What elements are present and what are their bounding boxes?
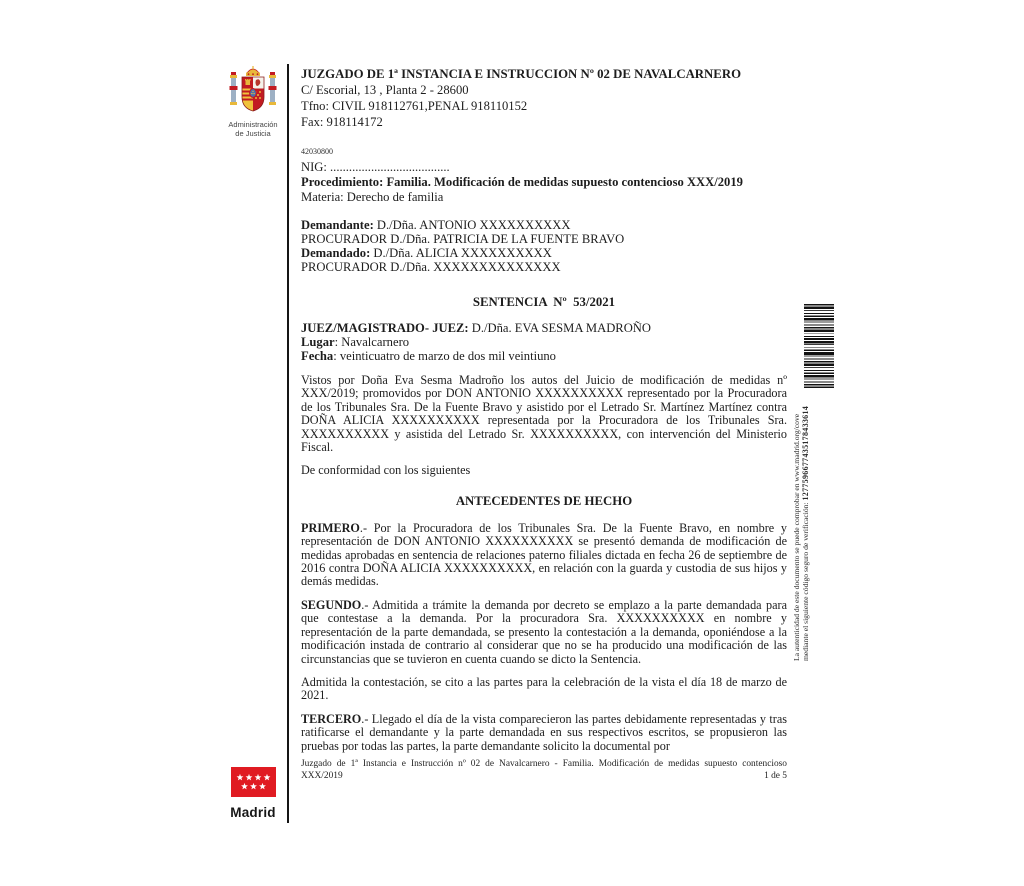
tercero-text: .- Llegado el día de la vista comparecieron las partes debidamente representadas y tras ratificarse el demandante y la parte demandada en sus respectivos escritos, se propusieron las pruebas por todas las partes, la parte demandante solicito la documental por (301, 711, 787, 753)
footer-case-line: Juzgado de 1ª Instancia e Instrucción nº 02 de Navalcarnero - Familia. Modificación de medidas supuesto contencioso (301, 758, 787, 769)
date-label: Fecha (301, 349, 334, 363)
sentence-title: SENTENCIA Nº 53/2021 (472, 295, 616, 309)
antecedentes-heading: ANTECEDENTES DE HECHO (455, 493, 633, 508)
defendant-name: D./Dña. ALICIA XXXXXXXXXX (370, 246, 552, 260)
madrid-logo-block (225, 767, 281, 820)
parties-block (301, 218, 787, 274)
primero-paragraph (301, 522, 787, 589)
place-label: Lugar (301, 335, 335, 349)
verification-code: 1277596677435178433614 (801, 405, 811, 501)
madrid-label: Madrid (230, 805, 276, 820)
vertical-separator-line (287, 64, 289, 823)
verification-line1: La autenticidad de este documento se puede comprobar en www.madrid.org/cove (792, 413, 801, 661)
date-value: : veinticuatro de marzo de dos mil veintiuno (333, 349, 556, 363)
plaintiff-line (301, 218, 787, 232)
court-name: JUZGADO DE 1ª INSTANCIA E INSTRUCCION Nº 02 DE NAVALCARNERO (301, 67, 742, 81)
judge-line (301, 321, 787, 335)
procedure-line: Procedimiento: Familia. Modificación de medidas supuesto contencioso XXX/2019 (301, 175, 743, 189)
defendant-attorney-line: PROCURADOR D./Dña. XXXXXXXXXXXXXX (301, 260, 561, 274)
verification-line2-prefix: mediante el siguiente código seguro de verificación: (801, 500, 811, 661)
spain-coat-of-arms-icon (227, 64, 279, 114)
segundo-text: .- Admitida a trámite la demanda por decreto se emplazo a la parte demandada para que contestase a la demanda. Por la procuradora Sra. XXXXXXXXXX en nombre y representación de la parte demandada, se presento la contestación a la demanda, oponiéndose a la modificación instada de contrario al considerar que no se ha producido una modificación de las circunstancias que se tuvieron en cuenta cuando se dicto la Sentencia. (301, 597, 787, 666)
court-phone: Tfno: CIVIL 918112761,PENAL 918110152 (301, 99, 528, 113)
court-address: C/ Escorial, 13 , Planta 2 - 28600 (301, 83, 469, 97)
footer-case-number: XXX/2019 (301, 771, 343, 782)
case-code: 42030800 (301, 147, 333, 156)
verification-line2 (801, 388, 810, 661)
justice-emblem-block (222, 64, 284, 138)
plaintiff-label: Demandante: (301, 218, 374, 232)
conformity-line: De conformidad con los siguientes (301, 463, 471, 478)
verification-barcode (804, 304, 834, 388)
court-fax: Fax: 918114172 (301, 115, 383, 129)
judge-name: D./Dña. EVA SESMA MADROÑO (468, 321, 651, 335)
intro-paragraph: Vistos por Doña Eva Sesma Madroño los autos del Juicio de modificación de medidas nº XXX/2019; promovidos por DON ANTONIO XXXXXXXXXX representado por la Procuradora de los Tribunales Sra. De la Fuente Bravo y asistido por el Letrado Sr. Martínez Martínez contra DOÑA ALICIA XXXXXXXXXX representada por la Procuradora de los Tribunales Sra. XXXXXXXXXX y asistida del Letrado Sr. XXXXXXXXXX, con intervención del Ministerio Fiscal. (301, 373, 787, 455)
primero-label: PRIMERO (301, 520, 360, 535)
page-footer (301, 758, 787, 783)
verification-text (792, 388, 812, 661)
date-line (301, 349, 787, 363)
emblem-caption-line1: Administración (228, 120, 278, 129)
place-line (301, 335, 787, 349)
tercero-paragraph (301, 713, 787, 753)
plaintiff-name: D./Dña. ANTONIO XXXXXXXXXX (373, 218, 571, 232)
segundo-label: SEGUNDO (301, 597, 362, 612)
judge-block (301, 321, 787, 363)
defendant-line (301, 246, 787, 260)
segundo-paragraph (301, 599, 787, 666)
madrid-flag-icon (231, 767, 276, 797)
page-number: 1 de 5 (764, 771, 787, 782)
subject-line: Materia: Derecho de familia (301, 190, 444, 204)
judge-label: JUEZ/MAGISTRADO- JUEZ: (301, 321, 469, 335)
segundo-extra-paragraph: Admitida la contestación, se cito a las partes para la celebración de la vista el día 18 de marzo de 2021. (301, 674, 787, 703)
footer-second-row (301, 770, 787, 783)
emblem-caption (222, 121, 284, 138)
document-body (301, 66, 787, 783)
defendant-label: Demandado: (301, 246, 371, 260)
nig-line: NIG: ...................................... (301, 160, 450, 174)
emblem-caption-line2: de Justicia (235, 128, 271, 138)
primero-text: .- Por la Procuradora de los Tribunales Sra. De la Fuente Bravo, en nombre y representación de DON ANTONIO XXXXXXXXXX se presentó demanda de modificación de medidas aprobadas en sentencia de relaciones paterno filiales dictada en fecha 26 de septiembre de 2016 contra DOÑA ALICIA XXXXXXXXXX, en relación con la guarda y custodia de sus hijos y demás medidas. (301, 520, 787, 589)
tercero-label: TERCERO (301, 711, 362, 726)
place-value: : Navalcarnero (334, 335, 410, 349)
plaintiff-attorney-line: PROCURADOR D./Dña. PATRICIA DE LA FUENTE BRAVO (301, 232, 625, 246)
